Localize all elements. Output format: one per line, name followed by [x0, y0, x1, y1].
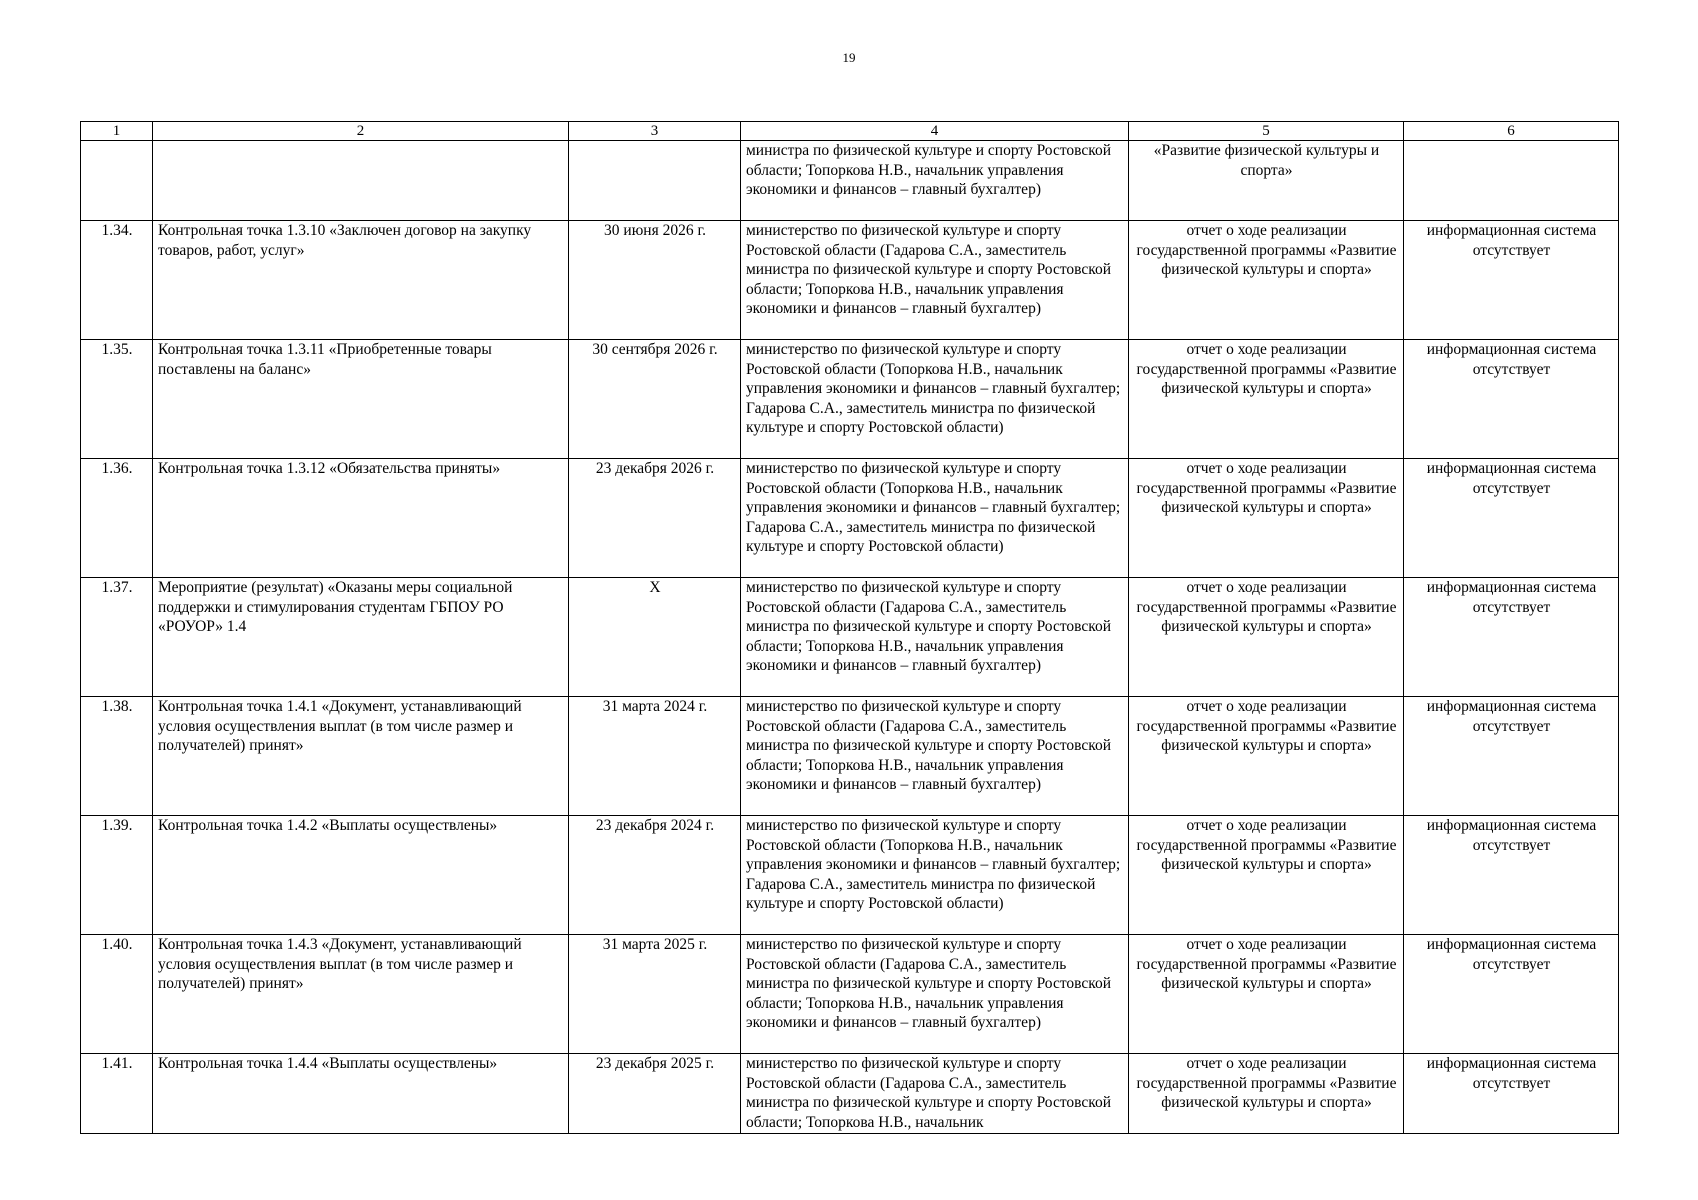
table-row	[81, 340, 1619, 459]
information-system-cell: информационная система отсутствует	[1404, 935, 1619, 1054]
column-number: 5	[1129, 122, 1404, 141]
row-number-cell: 1.38.	[81, 697, 153, 816]
date-cell: 31 марта 2024 г.	[569, 697, 741, 816]
date-cell: 30 июня 2026 г.	[569, 221, 741, 340]
date-cell: 31 марта 2025 г.	[569, 935, 741, 1054]
table-row	[81, 697, 1619, 816]
responsible-cell: министерство по физической культуре и спорту Ростовской области (Гадарова С.А., заместитель министра по физической культуре и спорту Ростовской области; Топоркова Н.В., начальник управления экономики и финансов – главный бухгалтер)	[741, 935, 1129, 1054]
table-row	[81, 459, 1619, 578]
name-cell: Контрольная точка 1.4.4 «Выплаты осуществлены»	[153, 1054, 569, 1134]
plan-table	[80, 121, 1619, 1134]
column-number: 2	[153, 122, 569, 141]
name-cell: Контрольная точка 1.3.10 «Заключен договор на закупку товаров, работ, услуг»	[153, 221, 569, 340]
document-cell: отчет о ходе реализации государственной программы «Развитие физической культуры и спорта»	[1129, 1054, 1404, 1134]
column-number-row	[81, 122, 1619, 141]
column-number: 6	[1404, 122, 1619, 141]
responsible-cell: министерство по физической культуре и спорту Ростовской области (Топоркова Н.В., начальник управления экономики и финансов – главный бухгалтер; Гадарова С.А., заместитель министра по физической культуре и спорту Ростовской области)	[741, 340, 1129, 459]
responsible-cell: министерство по физической культуре и спорту Ростовской области (Топоркова Н.В., начальник управления экономики и финансов – главный бухгалтер; Гадарова С.А., заместитель министра по физической культуре и спорту Ростовской области)	[741, 459, 1129, 578]
document-cell: отчет о ходе реализации государственной программы «Развитие физической культуры и спорта»	[1129, 459, 1404, 578]
column-number: 4	[741, 122, 1129, 141]
row-number-cell: 1.34.	[81, 221, 153, 340]
table-row	[81, 221, 1619, 340]
document-cell: отчет о ходе реализации государственной программы «Развитие физической культуры и спорта»	[1129, 816, 1404, 935]
table-row	[81, 816, 1619, 935]
date-cell: 30 сентября 2026 г.	[569, 340, 741, 459]
row-number-cell: 1.36.	[81, 459, 153, 578]
document-cell: отчет о ходе реализации государственной программы «Развитие физической культуры и спорта»	[1129, 221, 1404, 340]
information-system-cell: информационная система отсутствует	[1404, 578, 1619, 697]
row-number-cell: 1.40.	[81, 935, 153, 1054]
column-number: 3	[569, 122, 741, 141]
name-cell: Мероприятие (результат) «Оказаны меры социальной поддержки и стимулирования студентам ГБПОУ РО «РОУОР» 1.4	[153, 578, 569, 697]
responsible-cell: министерство по физической культуре и спорту Ростовской области (Гадарова С.А., заместитель министра по физической культуре и спорту Ростовской области; Топоркова Н.В., начальник управления экономики и финансов – главный бухгалтер)	[741, 697, 1129, 816]
name-cell: Контрольная точка 1.4.3 «Документ, устанавливающий условия осуществления выплат (в том числе размер и получателей) принят»	[153, 935, 569, 1054]
date-cell: 23 декабря 2026 г.	[569, 459, 741, 578]
date-cell	[569, 141, 741, 221]
name-cell: Контрольная точка 1.3.11 «Приобретенные товары поставлены на баланс»	[153, 340, 569, 459]
row-number-cell: 1.37.	[81, 578, 153, 697]
responsible-cell: министерство по физической культуре и спорту Ростовской области (Топоркова Н.В., начальник управления экономики и финансов – главный бухгалтер; Гадарова С.А., заместитель министра по физической культуре и спорту Ростовской области)	[741, 816, 1129, 935]
information-system-cell: информационная система отсутствует	[1404, 221, 1619, 340]
date-cell: Х	[569, 578, 741, 697]
row-number-cell: 1.35.	[81, 340, 153, 459]
responsible-cell: министерство по физической культуре и спорту Ростовской области (Гадарова С.А., заместитель министра по физической культуре и спорту Ростовской области; Топоркова Н.В., начальник управления экономики и финансов – главный бухгалтер)	[741, 221, 1129, 340]
information-system-cell	[1404, 141, 1619, 221]
information-system-cell: информационная система отсутствует	[1404, 697, 1619, 816]
name-cell: Контрольная точка 1.3.12 «Обязательства приняты»	[153, 459, 569, 578]
table-row	[81, 935, 1619, 1054]
responsible-cell: министерство по физической культуре и спорту Ростовской области (Гадарова С.А., заместитель министра по физической культуре и спорту Ростовской области; Топоркова Н.В., начальник управления экономики и финансов – главный бухгалтер)	[741, 578, 1129, 697]
page-number: 19	[842, 50, 856, 65]
table-row	[81, 1054, 1619, 1134]
document-cell: отчет о ходе реализации государственной программы «Развитие физической культуры и спорта»	[1129, 340, 1404, 459]
responsible-cell: министерство по физической культуре и спорту Ростовской области (Гадарова С.А., заместитель министра по физической культуре и спорту Ростовской области; Топоркова Н.В., начальник	[741, 1054, 1129, 1134]
information-system-cell: информационная система отсутствует	[1404, 1054, 1619, 1134]
information-system-cell: информационная система отсутствует	[1404, 816, 1619, 935]
document-cell: отчет о ходе реализации государственной программы «Развитие физической культуры и спорта»	[1129, 935, 1404, 1054]
document-cell: «Развитие физической культуры и спорта»	[1129, 141, 1404, 221]
information-system-cell: информационная система отсутствует	[1404, 459, 1619, 578]
information-system-cell: информационная система отсутствует	[1404, 340, 1619, 459]
table-row	[81, 141, 1619, 221]
date-cell: 23 декабря 2025 г.	[569, 1054, 741, 1134]
row-number-cell	[81, 141, 153, 221]
column-number: 1	[81, 122, 153, 141]
document-cell: отчет о ходе реализации государственной программы «Развитие физической культуры и спорта»	[1129, 578, 1404, 697]
responsible-cell: министра по физической культуре и спорту Ростовской области; Топоркова Н.В., начальник управления экономики и финансов – главный бухгалтер)	[741, 141, 1129, 221]
row-number-cell: 1.41.	[81, 1054, 153, 1134]
row-number-cell: 1.39.	[81, 816, 153, 935]
date-cell: 23 декабря 2024 г.	[569, 816, 741, 935]
name-cell: Контрольная точка 1.4.1 «Документ, устанавливающий условия осуществления выплат (в том числе размер и получателей) принят»	[153, 697, 569, 816]
document-cell: отчет о ходе реализации государственной программы «Развитие физической культуры и спорта»	[1129, 697, 1404, 816]
name-cell	[153, 141, 569, 221]
name-cell: Контрольная точка 1.4.2 «Выплаты осуществлены»	[153, 816, 569, 935]
table-row	[81, 578, 1619, 697]
